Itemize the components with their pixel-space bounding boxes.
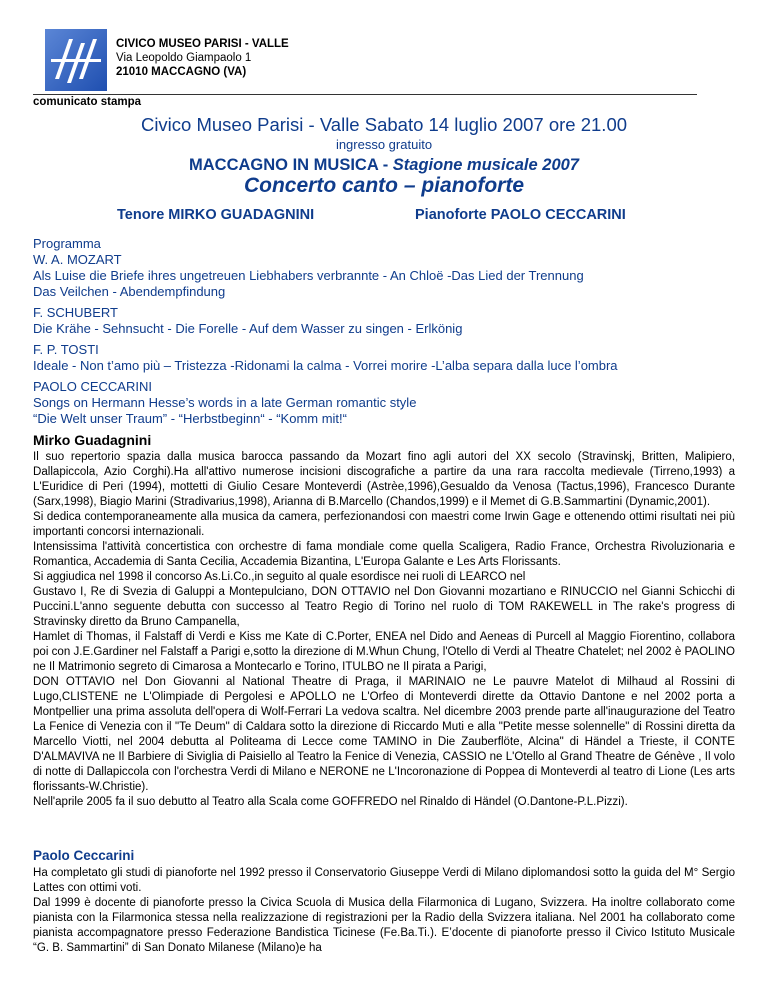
bio-paragraph: Ha completato gli studi di pianoforte nel 1992 presso il Conservatorio Giuseppe Verdi di Milano diplomandosi sotto la guida del M° Sergio Lattes con ottimi voti. (33, 867, 735, 894)
program-line: Die Krähe - Sehnsucht - Die Forelle - Auf dem Wasser zu singen - Erlkönig (33, 321, 463, 336)
event-venue-date: Civico Museo Parisi - Valle Sabato 14 luglio 2007 ore 21.00 (140, 114, 628, 135)
bio-paragraph: Hamlet di Thomas, il Falstaff di Verdi e Kiss me Kate di C.Porter, ENEA nel Dido and Aeneas di Purcell al Maggio Fiorentino, collabora poi con J.E.Gardiner nel Falstaff a Parigi e,sotto la direzione di M.Whun Chung, l'Otello di Verdi al Theatre Chatelet; nel 2002 è PAOLINO ne Il Matrimonio segreto di Cimarosa a Montecarlo e Torino, ITULBO ne Il pirata a Parigi, (33, 631, 735, 673)
museum-street: Via Leopoldo Giampaolo 1 (116, 52, 252, 64)
bio-paragraph: Nell'aprile 2005 fa il suo debutto al Teatro alla Scala come GOFFREDO nel Rinaldo di Händel (O.Dantone-P.L.Pizzi). (33, 796, 628, 808)
event-entry: ingresso gratuito (335, 137, 433, 152)
bio-paragraph: DON OTTAVIO nel Don Giovanni al National Theatre di Praga, il MARINAIO ne Le pauvre Matelot di Milhaud al Rossini di Lugo,CLISTENE ne L'Olimpiade di Pergolesi e APOLLO ne L'Orfeo di Monteverdi dirette da Ottavio Dantone e nel 2002 porta a Montpellier una prima assoluta dell'opera di Wolf-Ferrari La vedova scaltra. Nel dicembre 2003 prende parte all'inaugurazione del Teatro La Fenice di Venezia con il "Te Deum" di Caldara sotto la direzione di Riccardo Muti e alla "Petite messe solennelle" di Rossini diretta da Marcello Viotti, nel 2004 debutta al Politeama di Lecce come TAMINO in Die Zauberflöte, Alcina" di Händel a Trieste, il CONTE D'ALMAVIVA ne Il Barbiere di Siviglia di Paisiello al Teatro la Fenice di Venezia, CASSIO ne L'Otello al Grand Theatre de Génève , Il volo di notte di Dallapiccola con l'orchestra Verdi di Milano e NERONE ne L'Incoronazione di Poppea di Monteverdi al teatro di Lione (Les arts florissants-W.Christie). (33, 676, 735, 793)
bio-paragraph: Gustavo I, Re di Svezia di Galuppi a Montepulciano, DON OTTAVIO nel Don Giovanni mozartiano e RINUCCIO nel Gianni Schicchi di Puccini.L'anno seguente debutta con successo al Teatro Regio di Torino nel ruolo di TOM RAKEWELL in The rake's progress di Stravinsky diretto da Bruno Campanella, (33, 586, 735, 628)
program-line: Das Veilchen - Abendempfindung (33, 284, 226, 299)
season-italic: Stagione musicale 2007 (392, 156, 579, 174)
piano-name: Pianoforte PAOLO CECCARINI (415, 207, 626, 223)
paolo-bio (33, 866, 735, 956)
bio-paragraph: Si aggiudica nel 1998 il concorso As.Li.Co.,in seguito al quale esordisce nei ruoli di LEARCO nel (33, 571, 526, 583)
composer-name: F. SCHUBERT (33, 305, 118, 320)
composer-name: F. P. TOSTI (33, 342, 99, 357)
program-line: Songs on Hermann Hesse’s words in a late German romantic style (33, 395, 417, 410)
bio-paragraph: Intensissima l'attività concertistica con orchestre di fama mondiale come quella Scaligera, Radio France, Orchestra Rivoluzionaria e Romantica, Accademia di Santa Cecilia, Accademia Bizantina, L'Europa Galante e Les Arts Florissants. (33, 541, 735, 568)
program-line: Als Luise die Briefe ihres ungetreuen Liebhabers verbrannte - An Chloë -Das Lied der Trennung (33, 268, 584, 283)
program-line: “Die Welt unser Traum” - “Herbstbeginn“ - “Komm mit!“ (33, 411, 347, 426)
header-divider (33, 94, 697, 95)
program-line: Ideale - Non t’amo più – Tristezza -Ridonami la calma - Vorrei morire -L’alba separa dalla luce l’ombra (33, 358, 618, 373)
program-schubert (33, 305, 738, 337)
composer-name: W. A. MOZART (33, 252, 122, 267)
museum-city: 21010 MACCAGNO (VA) (116, 66, 247, 78)
bio-paragraph: Dal 1999 è docente di pianoforte presso la Civica Scuola di Musica della Filarmonica di Lugano, Svizzera. Ha inoltre collaborato come pianista con la Filarmonica stessa nella realizzazione di registrazioni per la Radio della Svizzera italiana. Nel 2001 ha collaborato come pianista accompagnatore presso Federazione Bandistica Ticinese (Fe.Ba.Ti.). E’docente di pianoforte presso il Civico Istituto Musicale “G. B. Sammartini” di San Donato Milanese (Milano)e ha (33, 897, 735, 954)
paolo-bio-title: Paolo Ceccarini (33, 848, 135, 863)
program-tosti (33, 342, 738, 374)
mirko-bio (33, 450, 735, 810)
bio-paragraph: Il suo repertorio spazia dalla musica barocca passando da Mozart fino agli autori del XX secolo (Stravinskj, Britten, Malipiero, Dallapiccola, Azio Corghi).Ha all'attivo numerose incisioni discografiche a partire da una rara raccolta medievale (Tirreno,1993) a L'Euridice di Peri (1994), mottetti di Giulio Cesare Monteverdi (Astrèe,1996),Gesualdo da Venosa (Tactus,1996), Francesco Durante (Sarx,1998), Biagio Marini (Stradivarius,1998), Arianna di B.Marcello (Chandos,1999) e il Memet di G.B.Sammartini (Dynamic,2001). (33, 451, 735, 508)
museum-name: CIVICO MUSEO PARISI - VALLE (116, 38, 289, 50)
mirko-bio-title: Mirko Guadagnini (33, 432, 152, 448)
program-heading: Programma (33, 236, 101, 251)
comunicato-label: comunicato stampa (33, 96, 141, 108)
program-mozart (33, 236, 738, 300)
concert-title: Concerto canto – pianoforte (243, 174, 525, 197)
tenor-name: Tenore MIRKO GUADAGNINI (117, 207, 315, 223)
season-prefix: MACCAGNO IN MUSICA - (189, 156, 393, 174)
bio-paragraph: Si dedica contemporaneamente alla musica da camera, perfezionandosi con maestri come Irwin Gage e ottenendo ottimi risultati nei più importanti concorsi internazionali. (33, 511, 735, 538)
season-title (0, 156, 768, 175)
museum-logo-icon (45, 29, 107, 91)
composer-name: PAOLO CECCARINI (33, 379, 152, 394)
program-ceccarini (33, 379, 738, 427)
